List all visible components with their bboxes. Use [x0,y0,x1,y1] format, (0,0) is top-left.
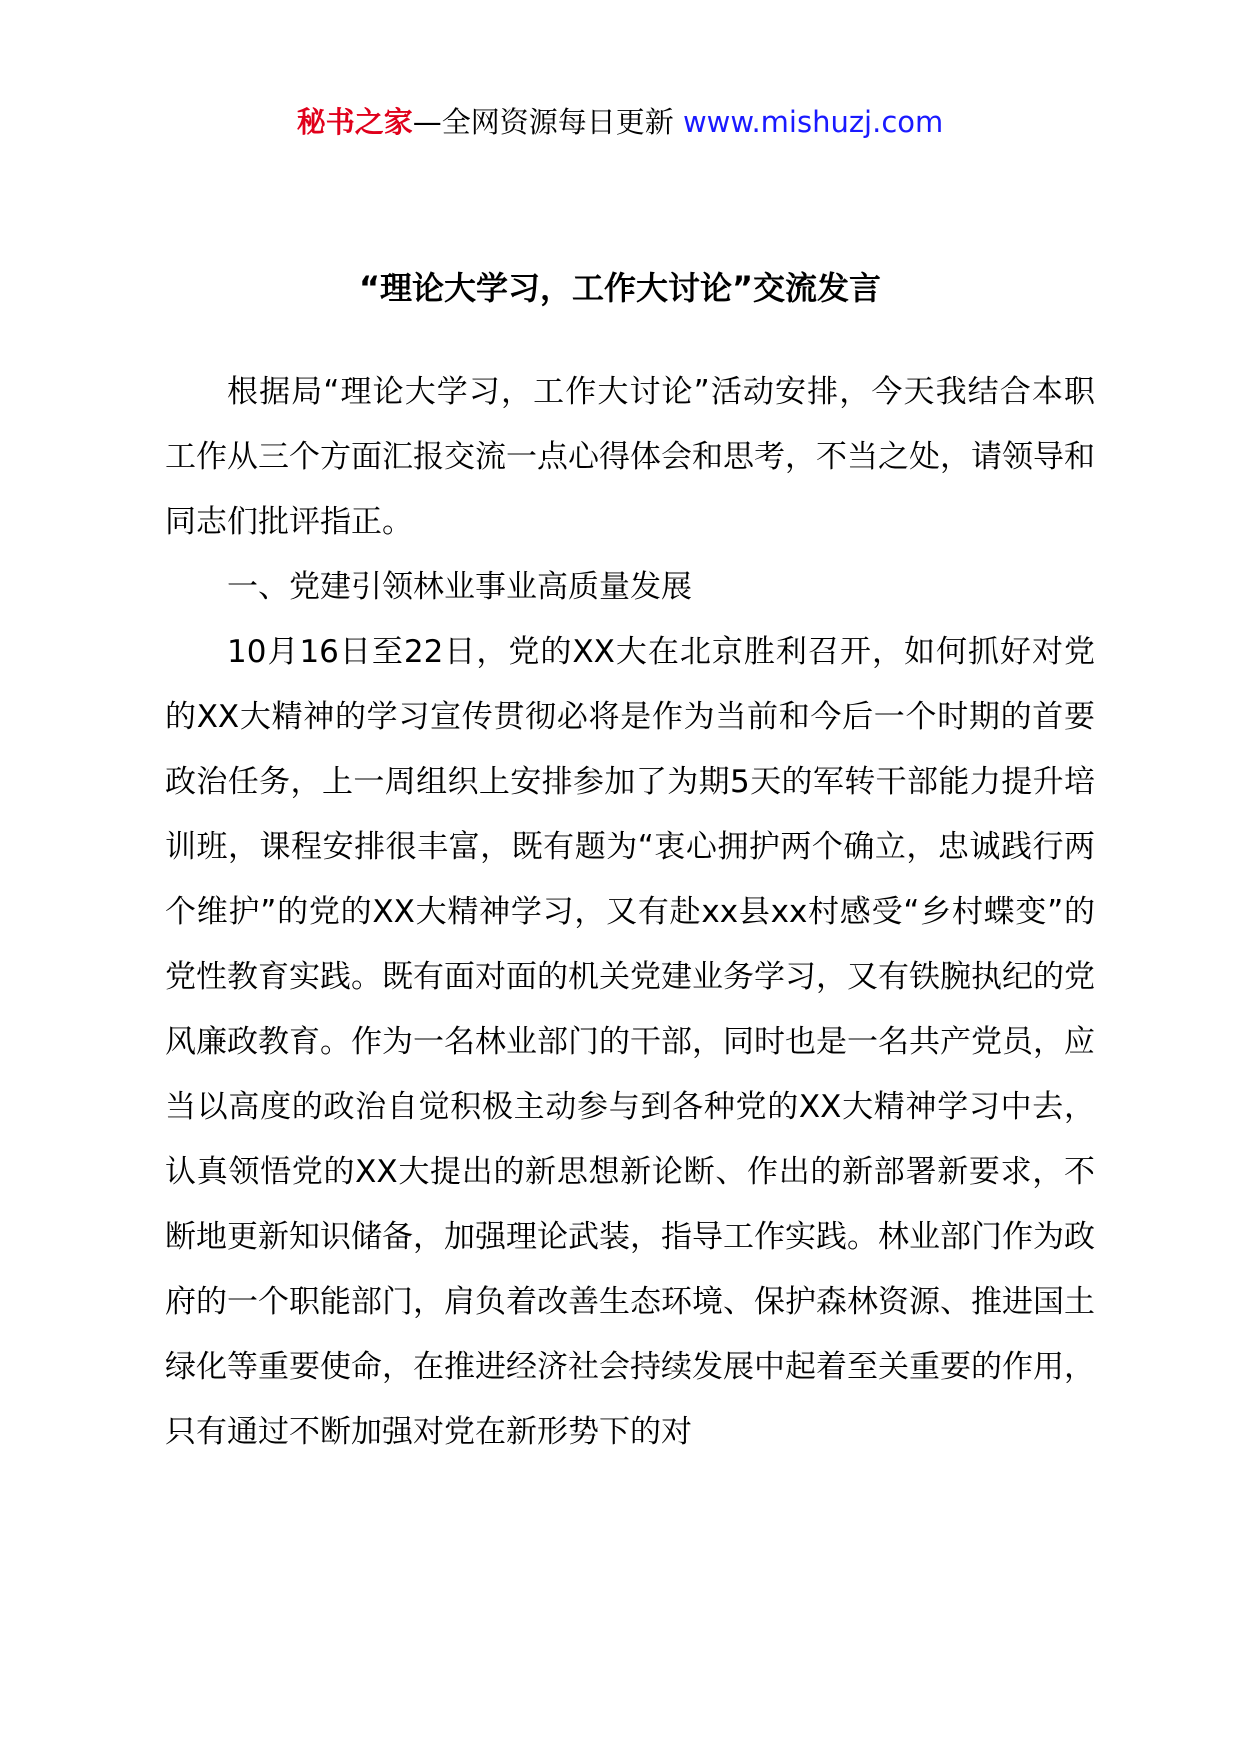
document-title: “理论大学习，工作大讨论”交流发言 [358,269,882,307]
site-url[interactable]: www.mishuzj.com [682,105,944,139]
document-body [165,360,1095,1465]
site-header [0,100,1240,144]
paragraph-intro: 根据局“理论大学习，工作大讨论”活动安排，今天我结合本职工作从三个方面汇报交流一点心得体会和思考，不当之处，请领导和同志们批评指正。 [165,374,1095,540]
paragraph-section-1: 10月16日至22日，党的XX大在北京胜利召开，如何抓好对党的XX大精神的学习宣传贯彻必将是作为当前和今后一个时期的首要政治任务，上一周组织上安排参加了为期5天的军转干部能力提升培训班，课程安排很丰富，既有题为“衷心拥护两个确立，忠诚践行两个维护”的党的XX大精神学习，又有赴xx县xx村感受“乡村蝶变”的党性教育实践。既有面对面的机关党建业务学习，又有铁腕执纪的党风廉政教育。作为一名林业部门的干部，同时也是一名共产党员，应当以高度的政治自觉积极主动参与到各种党的XX大精神学习中去，认真领悟党的XX大提出的新思想新论断、作出的新部署新要求，不断地更新知识储备，加强理论武装，指导工作实践。林业部门作为政府的一个职能部门，肩负着改善生态环境、保护森林资源、推进国土绿化等重要使命，在推进经济社会持续发展中起着至关重要的作用，只有通过不断加强对党在新形势下的对 [165,634,1095,1450]
brand-name: 秘书之家 [296,105,413,139]
section-heading-1: 一、党建引领林业事业高质量发展 [227,569,692,605]
header-tagline: —全网资源每日更新 [412,105,683,139]
